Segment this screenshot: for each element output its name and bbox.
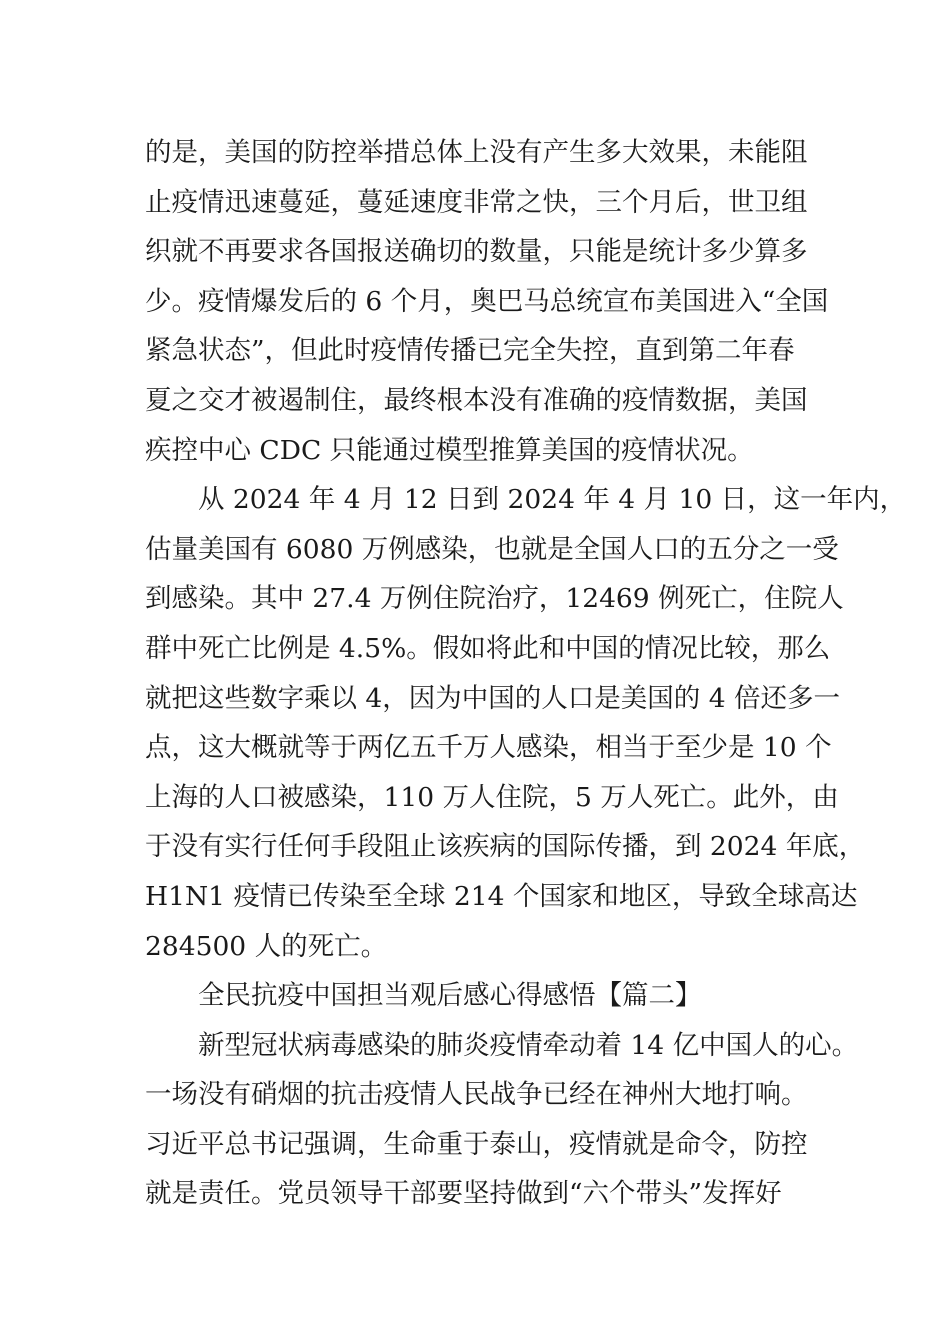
text-line: 估量美国有 6080 万例感染，也就是全国人口的五分之一受 bbox=[145, 533, 839, 565]
paragraph bbox=[145, 1021, 859, 1219]
text-line: 就把这些数字乘以 4，因为中国的人口是美国的 4 倍还多一 bbox=[145, 682, 840, 714]
text-line: 群中死亡比例是 4.5%。假如将此和中国的情况比较，那么 bbox=[145, 632, 831, 664]
text-line: 点，这大概就等于两亿五千万人感染，相当于至少是 10 个 bbox=[145, 732, 832, 764]
text-line: 止疫情迅速蔓延，蔓延速度非常之快，三个月后，世卫组 bbox=[145, 186, 808, 218]
text-line: 到感染。其中 27.4 万例住院治疗，12469 例死亡，住院人 bbox=[145, 583, 844, 615]
text-line: 上海的人口被感染，110 万人住院，5 万人死亡。此外，由 bbox=[145, 781, 839, 813]
text-line: 一场没有硝烟的抗击疫情人民战争已经在神州大地打响。 bbox=[145, 1079, 808, 1111]
text-line: 夏之交才被遏制住，最终根本没有准确的疫情数据，美国 bbox=[145, 384, 808, 416]
text-line: 疾控中心 CDC 只能通过模型推算美国的疫情状况。 bbox=[145, 434, 754, 466]
text-line: H1N1 疫情已传染至全球 214 个国家和地区，导致全球高达 bbox=[145, 880, 858, 912]
text-line: 的是，美国的防控举措总体上没有产生多大效果，未能阻 bbox=[145, 137, 808, 168]
text-line: 于没有实行任何手段阻止该疾病的国际传播，到 2024 年底， bbox=[145, 831, 866, 863]
paragraph bbox=[145, 475, 907, 971]
heading-text: 全民抗疫中国担当观后感心得感悟【篇二】 bbox=[198, 980, 702, 1012]
text-line: 紧急状态”，但此时疫情传播已完全失控，直到第二年春 bbox=[145, 335, 795, 367]
text-line: 新型冠状病毒感染的肺炎疫情牵动着 14 亿中国人的心。 bbox=[198, 1029, 859, 1061]
text-line: 习近平总书记强调，生命重于泰山，疫情就是命令，防控 bbox=[145, 1128, 808, 1160]
text-line: 织就不再要求各国报送确切的数量，只能是统计多少算多 bbox=[145, 236, 808, 268]
text-line: 就是责任。党员领导干部要坚持做到“六个带头”发挥好 bbox=[145, 1178, 782, 1210]
text-line: 从 2024 年 4 月 12 日到 2024 年 4 月 10 日，这一年内， bbox=[198, 484, 907, 516]
text-line: 少。疫情爆发后的 6 个月，奥巴马总统宣布美国进入“全国 bbox=[145, 285, 829, 317]
document-body bbox=[145, 128, 907, 1219]
section-heading bbox=[145, 971, 815, 1021]
text-line: 284500 人的死亡。 bbox=[145, 930, 388, 962]
paragraph bbox=[145, 128, 829, 475]
